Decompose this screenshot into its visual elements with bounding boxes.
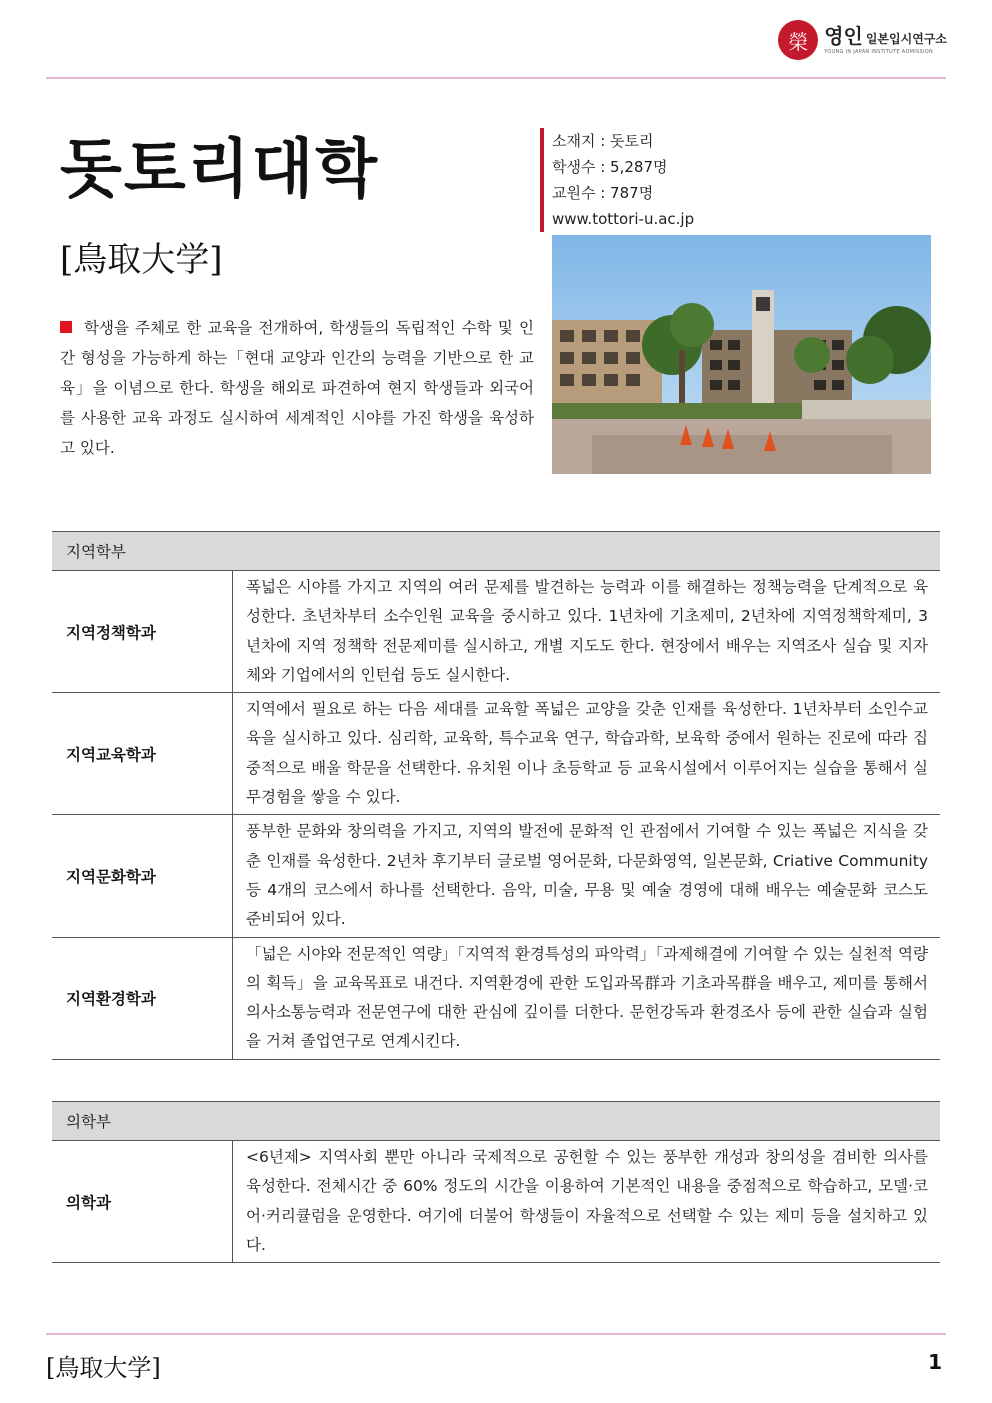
university-japanese-name: [鳥取大学] xyxy=(60,240,223,280)
faculty-header-row xyxy=(52,532,940,571)
logo-english: YOUNG IN JAPAN INSTITUTE ADMISSION xyxy=(824,48,934,55)
university-title: 돗토리대학 xyxy=(60,133,380,207)
logo-name-main: 영인 xyxy=(824,23,863,48)
info-website: www.tottori-u.ac.jp xyxy=(552,210,695,228)
department-row xyxy=(52,937,940,1059)
department-description: 풍부한 문화와 창의력을 가지고, 지역의 발전에 문화적 인 관점에서 기여할 수 있는 폭넓은 지식을 갖춘 인재를 육성한다. 2년차 후기부터 글로벌 영어문화, 다문화영역, 일본문화, Criative Community 등 4개의 코스에서 하나를 선택한다. 음악, 미술, 무용 및 예술 경영에 대해 배우는 예술문화 코스도 준비되어 있다. xyxy=(233,815,941,937)
faculty-table-regional xyxy=(52,531,940,1060)
department-name: 지역정책학과 xyxy=(52,571,233,693)
department-description: 폭넓은 시야를 가지고 지역의 여러 문제를 발견하는 능력과 이를 해결하는 정책능력을 단계적으로 육성한다. 초년차부터 소수인원 교육을 중시하고 있다. 1년차에 기초제미, 2년차에 지역정책학제미, 3년차에 지역 정책학 전문제미를 실시하고, 개별 지도도 한다. 현장에서 배우는 지역조사 실습 및 지자체와 기업에서의 인턴쉽 등도 실시한다. xyxy=(233,571,941,693)
intro-text: 학생을 주체로 한 교육을 전개하여, 학생들의 독립적인 수학 및 인간 형성을 가능하게 하는「현대 교양과 인간의 능력을 기반으로 한 교육」을 이념으로 한다. 학생을 해외로 파견하여 현지 학생들과 외국어를 사용한 교육 과정도 실시하여 세계적인 시야를 가진 학생을 육성하고 있다. xyxy=(60,319,534,457)
faculty-table-medicine xyxy=(52,1101,940,1263)
department-name: 지역문화학과 xyxy=(52,815,233,937)
department-name: 의학과 xyxy=(52,1141,233,1263)
department-name: 지역환경학과 xyxy=(52,937,233,1059)
header-divider xyxy=(46,77,946,79)
intro-paragraph xyxy=(60,313,534,463)
info-faculty: 교원수 : 787명 xyxy=(552,184,654,202)
department-name: 지역교육학과 xyxy=(52,693,233,815)
footer-divider xyxy=(46,1333,946,1335)
faculty-header-row xyxy=(52,1102,940,1141)
logo-name xyxy=(824,23,947,48)
faculty-name: 의학부 xyxy=(52,1102,940,1141)
faculty-name: 지역학부 xyxy=(52,532,940,571)
info-students: 학생수 : 5,287명 xyxy=(552,158,668,176)
footer-university-name: [鳥取大学] xyxy=(46,1354,161,1382)
department-row xyxy=(52,571,940,693)
department-row xyxy=(52,1141,940,1263)
brand-logo xyxy=(778,20,947,60)
department-description: 「넓은 시야와 전문적인 역량」「지역적 환경특성의 파악력」「과제해결에 기여할 수 있는 실천적 역량의 획득」을 교육목표로 내건다. 지역환경에 관한 도입과목群과 기초과목群을 배우고, 제미를 통해서 의사소통능력과 전문연구에 대한 관심에 깊이를 더한다. 문헌강독과 환경조사 등에 관한 실습과 실험을 거쳐 졸업연구로 연계시킨다. xyxy=(233,937,941,1059)
department-description: 지역에서 필요로 하는 다음 세대를 교육할 폭넓은 교양을 갖춘 인재를 육성한다. 1년차부터 소인수교육을 실시하고 있다. 심리학, 교육학, 특수교육 연구, 학습과학, 보육학 중에서 원하는 진로에 따라 집중적으로 배울 학문을 선택한다. 유치원 이나 초등학교 등 교육시설에서 이루어지는 실습을 통해서 실무경험을 쌓을 수 있다. xyxy=(233,693,941,815)
department-row xyxy=(52,693,940,815)
university-info xyxy=(540,128,694,232)
logo-mark-icon: 榮 xyxy=(778,20,818,60)
campus-photo xyxy=(552,235,931,474)
department-description: <6년제> 지역사회 뿐만 아니라 국제적으로 공헌할 수 있는 풍부한 개성과 창의성을 겸비한 의사를 육성한다. 전체시간 중 60% 정도의 시간을 이용하여 기본적인 내용을 중점적으로 학습하고, 모델·코어·커리큘럼을 운영한다. 여기에 더불어 학생들이 자율적으로 선택할 수 있는 제미 등을 설치하고 있다. xyxy=(233,1141,941,1263)
red-square-bullet-icon xyxy=(60,321,72,333)
department-row xyxy=(52,815,940,937)
logo-text xyxy=(824,23,947,55)
logo-subname: 일본입시연구소 xyxy=(865,31,947,46)
page-number: 1 xyxy=(928,1350,942,1374)
info-location: 소재지 : 돗토리 xyxy=(552,132,654,150)
